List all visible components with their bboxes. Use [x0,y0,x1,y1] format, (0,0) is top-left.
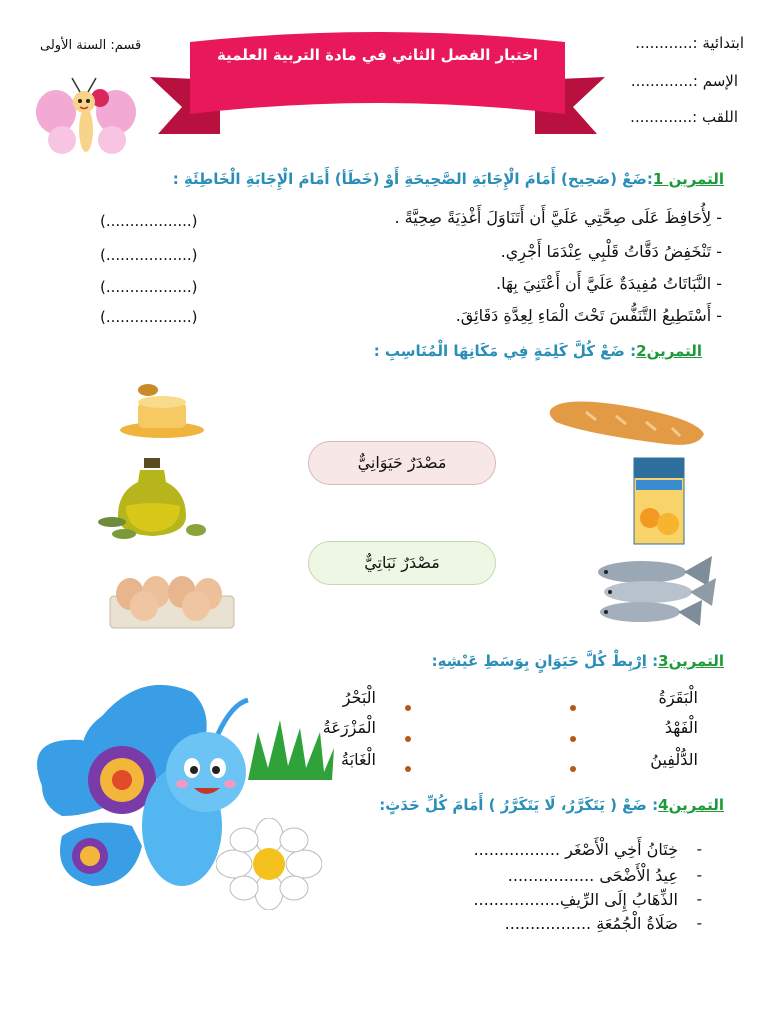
ex4-dash-4: - [696,914,702,932]
ex1-blank-3[interactable]: (..................) [100,278,198,296]
ribbon-banner [150,22,605,142]
ex1-item-4: - أَسْتَطِيعُ التَّنَفُّسَ تَحْتَ الْمَاءِ لِعِدَّةِ دَقَائِقَ. [455,306,722,325]
pill-animal-source[interactable]: مَصْدَرٌ حَيَوَانِيٌّ [308,441,496,485]
match-dot-habitat-2[interactable] [405,736,411,742]
match-dot-animal-2[interactable] [570,736,576,742]
ex4-item-4[interactable]: صَلَاةُ الْجُمُعَةِ ................. [504,914,678,933]
class-label: قسم: السنة الأولى [40,38,142,53]
ex3-title [432,652,724,670]
ex3-number: التمرين3 [658,652,724,670]
ex2-title [374,342,702,360]
ex2-instruction: : ضَعْ كُلَّ كَلِمَةٍ فِي مَكَانِهَا الْمُنَاسِبِ : [373,342,637,360]
ex2-number: التمرين2 [636,342,702,360]
juice-box-image[interactable] [630,452,688,548]
honey-image[interactable] [118,380,206,440]
small-butterfly-image [34,74,138,166]
ex1-blank-1[interactable]: (..................) [100,212,198,230]
ex1-item-1: - لِأُحَافِظَ عَلَى صِحَّتِي عَلَيَّ أَن أَتَنَاوَلَ أَغْذِيَةً صِحِيَّةً . [394,208,722,227]
habitat-sea: الْبَحْرُ [342,688,376,707]
olive-oil-image[interactable] [96,456,208,544]
ex4-dash-3: - [696,890,702,908]
animal-dolphin: الدُّلْفِينُ [650,750,698,769]
ex1-number: التمرين 1 [652,170,724,188]
pill-plant-source[interactable]: مَصْدَرٌ نَبَاتِيٌّ [308,541,496,585]
ex4-item-3[interactable]: الذِّهَابُ إِلَى الرِّيفِ................. [473,890,678,909]
match-dot-habitat-1[interactable] [405,705,411,711]
ex4-dash-1: - [696,840,702,858]
eggs-image[interactable] [106,568,238,632]
school-field: ابتدائية :............ [635,34,744,52]
bread-image[interactable] [546,394,710,450]
ex4-instruction: : ضَعْ ( يَتَكَرَّرُ، لَا يَتَكَرَّرُ ) أَمَامَ كُلِّ حَدَثٍ: [379,796,659,814]
ribbon-title: اختبار الفصل الثاني في مادة التربية العلمية [216,46,539,64]
ex4-number: التمرين4 [658,796,724,814]
ex3-instruction: : اِرْبِطْ كُلَّ حَيَوَانٍ بِوَسَطِ عَيْشِهِ: [431,652,659,670]
fish-image[interactable] [594,548,720,632]
ex1-title [173,170,724,188]
ex4-item-1[interactable]: خِتَانُ أَخِي الْأَصْغَر ................. [473,840,678,859]
ex1-item-2: - تَنْخَفِضُ دَقَّاتُ قَلْبِي عِنْدَمَا أَجْرِي. [500,242,722,261]
daisy-flower-image [216,818,322,910]
grass-image [244,718,336,782]
habitat-farm: الْمَزْرَعَةُ [322,718,376,737]
match-dot-animal-3[interactable] [570,766,576,772]
ex4-dash-2: - [696,866,702,884]
match-dot-animal-1[interactable] [570,705,576,711]
ex1-item-3: - النَّبَاتَاتُ مُفِيدَةٌ عَلَيَّ أَن أَعْتَنِيَ بِهَا. [496,274,722,293]
match-dot-habitat-3[interactable] [405,766,411,772]
ex1-instruction: :ضَعْ (صَحِيح) أَمَامَ الْإِجَابَةِ الصَّحِيحَةِ أَوْ (خَطَأ) أَمَامَ الْإِجَابَةِ الْخَاطِئَةِ : [172,170,653,188]
surname-field: اللقب :............. [630,108,738,126]
habitat-forest: الْغَابَةُ [341,750,376,769]
ex1-blank-2[interactable]: (..................) [100,246,198,264]
ex4-item-2[interactable]: عِيدُ الْأَضْحَى ................. [507,866,678,885]
ex4-title [379,796,724,814]
animal-cheetah: الْفَهْدُ [664,718,698,737]
name-field: الإسم :............. [630,72,738,90]
ribbon-body [190,32,565,114]
animal-cow: الْبَقَرَةُ [658,688,698,707]
ex1-blank-4[interactable]: (..................) [100,308,198,326]
